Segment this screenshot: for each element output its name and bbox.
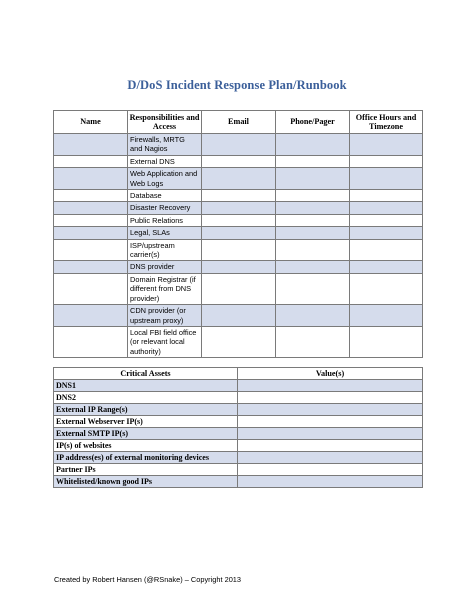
- phone-cell[interactable]: [276, 134, 350, 156]
- contacts-header-row: [54, 111, 423, 134]
- name-cell[interactable]: [54, 190, 128, 202]
- table-row: [54, 305, 423, 327]
- name-cell[interactable]: [54, 155, 128, 167]
- table-row: [54, 202, 423, 214]
- office-hours-cell[interactable]: [350, 261, 423, 273]
- email-cell[interactable]: [202, 261, 276, 273]
- table-row: [54, 452, 423, 464]
- name-cell[interactable]: [54, 261, 128, 273]
- responsibility-cell: Public Relations: [128, 214, 202, 226]
- asset-value-cell[interactable]: [238, 464, 423, 476]
- contacts-table: [53, 110, 423, 358]
- asset-value-cell[interactable]: [238, 428, 423, 440]
- header-critical-assets: Critical Assets: [54, 368, 238, 380]
- name-cell[interactable]: [54, 214, 128, 226]
- name-cell[interactable]: [54, 305, 128, 327]
- responsibility-cell: Firewalls, MRTG and Nagios: [128, 134, 202, 156]
- table-row: [54, 476, 423, 488]
- phone-cell[interactable]: [276, 155, 350, 167]
- office-hours-cell[interactable]: [350, 305, 423, 327]
- phone-cell[interactable]: [276, 239, 350, 261]
- header-email: Email: [202, 111, 276, 134]
- asset-label: IP(s) of websites: [54, 440, 238, 452]
- table-row: [54, 214, 423, 226]
- table-row: [54, 239, 423, 261]
- table-row: [54, 428, 423, 440]
- phone-cell[interactable]: [276, 168, 350, 190]
- table-row: [54, 227, 423, 239]
- name-cell[interactable]: [54, 239, 128, 261]
- phone-cell[interactable]: [276, 261, 350, 273]
- email-cell[interactable]: [202, 168, 276, 190]
- name-cell[interactable]: [54, 227, 128, 239]
- name-cell[interactable]: [54, 273, 128, 304]
- table-row: [54, 155, 423, 167]
- email-cell[interactable]: [202, 155, 276, 167]
- responsibility-cell: CDN provider (or upstream proxy): [128, 305, 202, 327]
- asset-value-cell[interactable]: [238, 416, 423, 428]
- phone-cell[interactable]: [276, 214, 350, 226]
- header-phone: Phone/Pager: [276, 111, 350, 134]
- header-office-hours: Office Hours and Timezone: [350, 111, 423, 134]
- office-hours-cell[interactable]: [350, 134, 423, 156]
- responsibility-cell: ISP/upstream carrier(s): [128, 239, 202, 261]
- phone-cell[interactable]: [276, 273, 350, 304]
- table-row: [54, 190, 423, 202]
- responsibility-cell: External DNS: [128, 155, 202, 167]
- phone-cell[interactable]: [276, 305, 350, 327]
- asset-value-cell[interactable]: [238, 392, 423, 404]
- responsibility-cell: Database: [128, 190, 202, 202]
- email-cell[interactable]: [202, 214, 276, 226]
- responsibility-cell: Legal, SLAs: [128, 227, 202, 239]
- name-cell[interactable]: [54, 202, 128, 214]
- responsibility-cell: Web Application and Web Logs: [128, 168, 202, 190]
- header-name: Name: [54, 111, 128, 134]
- office-hours-cell[interactable]: [350, 214, 423, 226]
- phone-cell[interactable]: [276, 227, 350, 239]
- table-row: [54, 440, 423, 452]
- office-hours-cell[interactable]: [350, 155, 423, 167]
- email-cell[interactable]: [202, 239, 276, 261]
- office-hours-cell[interactable]: [350, 190, 423, 202]
- copyright-footer: Created by Robert Hansen (@RSnake) – Copyright 2013: [54, 575, 242, 584]
- asset-label: Partner IPs: [54, 464, 238, 476]
- table-row: [54, 416, 423, 428]
- assets-header-row: [54, 368, 423, 380]
- asset-label: DNS1: [54, 380, 238, 392]
- asset-value-cell[interactable]: [238, 452, 423, 464]
- email-cell[interactable]: [202, 305, 276, 327]
- email-cell[interactable]: [202, 227, 276, 239]
- table-row: [54, 392, 423, 404]
- email-cell[interactable]: [202, 326, 276, 357]
- asset-label: External IP Range(s): [54, 404, 238, 416]
- email-cell[interactable]: [202, 190, 276, 202]
- asset-label: External SMTP IP(s): [54, 428, 238, 440]
- email-cell[interactable]: [202, 134, 276, 156]
- table-row: [54, 261, 423, 273]
- critical-assets-table: [53, 367, 423, 488]
- office-hours-cell[interactable]: [350, 239, 423, 261]
- name-cell[interactable]: [54, 326, 128, 357]
- phone-cell[interactable]: [276, 190, 350, 202]
- table-row: [54, 168, 423, 190]
- asset-value-cell[interactable]: [238, 380, 423, 392]
- header-values: Value(s): [238, 368, 423, 380]
- asset-value-cell[interactable]: [238, 476, 423, 488]
- responsibility-cell: Domain Registrar (if different from DNS provider): [128, 273, 202, 304]
- office-hours-cell[interactable]: [350, 326, 423, 357]
- table-row: [54, 134, 423, 156]
- email-cell[interactable]: [202, 273, 276, 304]
- header-responsibilities: Responsibilities and Access: [128, 111, 202, 134]
- phone-cell[interactable]: [276, 202, 350, 214]
- name-cell[interactable]: [54, 168, 128, 190]
- asset-label: DNS2: [54, 392, 238, 404]
- office-hours-cell[interactable]: [350, 227, 423, 239]
- office-hours-cell[interactable]: [350, 168, 423, 190]
- asset-label: IP address(es) of external monitoring devices: [54, 452, 238, 464]
- table-row: [54, 404, 423, 416]
- name-cell[interactable]: [54, 134, 128, 156]
- asset-value-cell[interactable]: [238, 404, 423, 416]
- table-row: [54, 273, 423, 304]
- table-row: [54, 464, 423, 476]
- office-hours-cell[interactable]: [350, 273, 423, 304]
- asset-label: Whitelisted/known good IPs: [54, 476, 238, 488]
- email-cell[interactable]: [202, 202, 276, 214]
- asset-label: External Webserver IP(s): [54, 416, 238, 428]
- table-row: [54, 326, 423, 357]
- responsibility-cell: Local FBI field office (or relevant local authority): [128, 326, 202, 357]
- responsibility-cell: DNS provider: [128, 261, 202, 273]
- responsibility-cell: Disaster Recovery: [128, 202, 202, 214]
- table-row: [54, 380, 423, 392]
- asset-value-cell[interactable]: [238, 440, 423, 452]
- phone-cell[interactable]: [276, 326, 350, 357]
- page-title: D/DoS Incident Response Plan/Runbook: [127, 78, 347, 92]
- office-hours-cell[interactable]: [350, 202, 423, 214]
